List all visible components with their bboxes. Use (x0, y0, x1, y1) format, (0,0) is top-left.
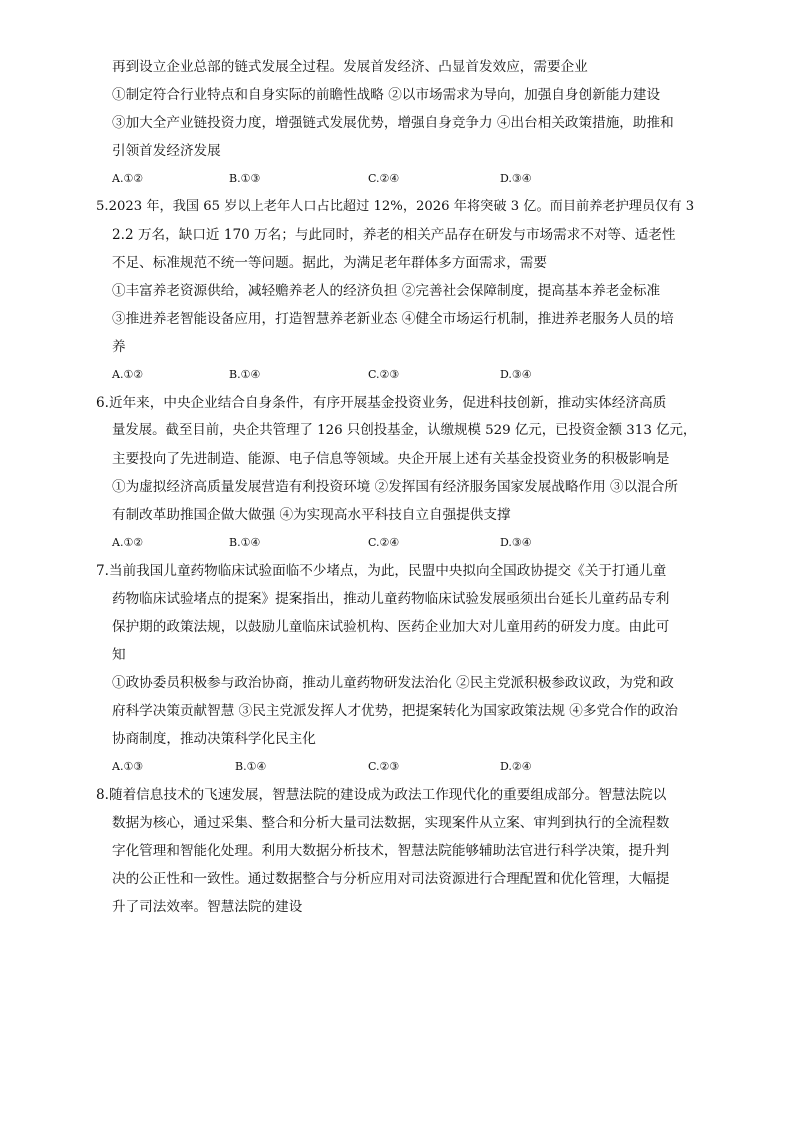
q6-option-c: C.②④ (368, 536, 400, 549)
q7-option-d: D.②④ (500, 760, 532, 773)
q5-option-b: B.①④ (229, 368, 261, 381)
q6-option-a: A.①② (112, 536, 144, 549)
q5-option-c: C.②③ (368, 368, 400, 381)
q8-line-5: 升了司法效率。智慧法院的建设 (112, 899, 303, 915)
q8-line-1: 8.随着信息技术的飞速发展，智慧法院的建设成为政法工作现代化的重要组成部分。智慧法院以 (96, 787, 667, 803)
q5-option-d: D.③④ (500, 368, 532, 381)
intro-option-d: D.③④ (500, 172, 532, 185)
q5-line-5: ③推进养老智能设备应用，打造智慧养老新业态 ④健全市场运行机制，推进养老服务人员的培 (112, 311, 674, 327)
intro-option-b: B.①③ (229, 172, 261, 185)
q7-line-5: ①政协委员积极参与政治协商，推动儿童药物研发法治化 ②民主党派积极参政议政，为党和政 (112, 675, 674, 691)
q5-line-3: 不足、标准规范不统一等问题。据此，为满足老年群体多方面需求，需要 (112, 255, 547, 271)
q7-line-7: 协商制度，推动决策科学化民主化 (112, 731, 316, 747)
q5-line-4: ①丰富养老资源供给，减轻赡养老人的经济负担 ②完善社会保障制度，提高基本养老金标准 (112, 283, 661, 299)
q5-line-6: 养 (112, 339, 126, 355)
q7-option-c: C.②③ (368, 760, 400, 773)
q7-line-2: 药物临床试验堵点的提案》提案指出，推动儿童药物临床试验发展亟须出台延长儿童药品专利 (112, 591, 670, 607)
q6-line-1: 6.近年来，中央企业结合自身条件，有序开展基金投资业务，促进科技创新，推动实体经济高质 (96, 395, 667, 411)
q5-line-1: 5.2023 年，我国 65 岁以上老年人口占比超过 12%，2026 年将突破 3 亿。而目前养老护理员仅有 3 (96, 199, 695, 214)
q8-line-3: 字化管理和智能化处理。利用大数据分析技术，智慧法院能够辅助法官进行科学决策，提升判 (112, 843, 670, 859)
intro-option-c: C.②④ (368, 172, 400, 185)
q7-option-b: B.①④ (235, 760, 267, 773)
q6-line-5: 有制改革助推国企做大做强 ④为实现高水平科技自立自强提供支撑 (112, 507, 511, 523)
intro-option-a: A.①② (112, 172, 144, 185)
intro-line-3: ③加大全产业链投资力度，增强链式发展优势，增强自身竞争力 ④出台相关政策措施，助推和 (112, 115, 674, 131)
q7-line-3: 保护期的政策法规，以鼓励儿童临床试验机构、医药企业加大对儿童用药的研发力度。由此可 (112, 619, 670, 635)
q6-line-3: 主要投向了先进制造、能源、电子信息等领域。央企开展上述有关基金投资业务的积极影响是 (112, 451, 670, 467)
q8-line-2: 数据为核心，通过采集、整合和分析大量司法数据，实现案件从立案、审判到执行的全流程数 (112, 815, 670, 831)
q6-option-d: D.③④ (500, 536, 532, 549)
q7-option-a: A.①③ (112, 760, 144, 773)
q7-line-6: 府科学决策贡献智慧 ③民主党派发挥人才优势，把提案转化为国家政策法规 ④多党合作的政治 (112, 703, 678, 719)
q6-option-b: B.①④ (229, 536, 261, 549)
q8-line-4: 决的公正性和一致性。通过数据整合与分析应用对司法资源进行合理配置和优化管理，大幅提 (112, 871, 670, 887)
intro-line-4: 引领首发经济发展 (112, 143, 221, 159)
q7-line-1: 7.当前我国儿童药物临床试验面临不少堵点，为此，民盟中央拟向全国政协提交《关于打通儿童 (96, 563, 667, 579)
q5-line-2: 2.2 万名，缺口近 170 万名；与此同时，养老的相关产品存在研发与市场需求不对等、适老性 (112, 227, 676, 243)
q7-line-4: 知 (112, 647, 126, 663)
intro-line-2: ①制定符合行业特点和自身实际的前瞻性战略 ②以市场需求为导向，加强自身创新能力建设 (112, 87, 661, 103)
q6-line-4: ①为虚拟经济高质量发展营造有利投资环境 ②发挥国有经济服务国家发展战略作用 ③以混合所 (112, 479, 678, 495)
intro-line-1: 再到设立企业总部的链式发展全过程。发展首发经济、凸显首发效应，需要企业 (112, 59, 588, 75)
q5-option-a: A.①② (112, 368, 144, 381)
q6-line-2: 量发展。截至目前，央企共管理了 126 只创投基金，认缴规模 529 亿元，已投资金额 313 亿元， (112, 423, 697, 438)
